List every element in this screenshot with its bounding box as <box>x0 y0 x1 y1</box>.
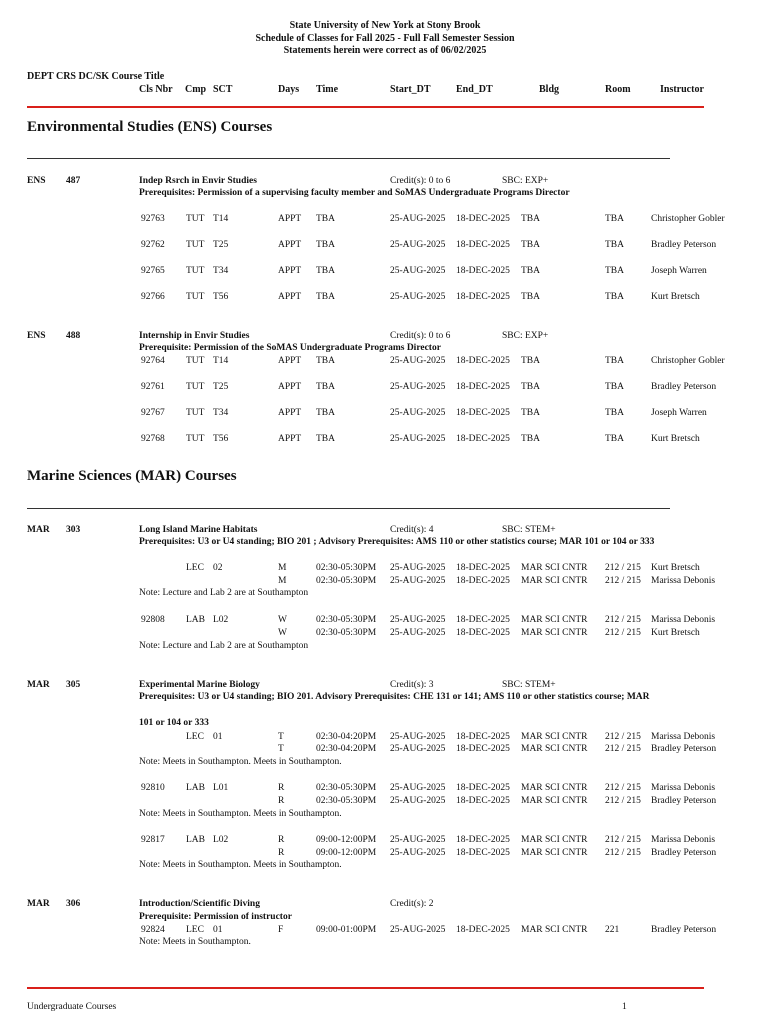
class-row-room: 212 / 215 <box>605 744 641 754</box>
class-row-time: 02:30-05:30PM <box>316 783 377 793</box>
class-row-bldg: MAR SCI CNTR <box>521 576 588 586</box>
class-row-bldg: MAR SCI CNTR <box>521 835 588 845</box>
class-row-end: 18-DEC-2025 <box>456 783 510 793</box>
class-row-end: 18-DEC-2025 <box>456 434 510 444</box>
class-row-time: TBA <box>316 382 335 392</box>
column-header-cmp: Cmp <box>185 84 207 95</box>
class-row-bldg: MAR SCI CNTR <box>521 615 588 625</box>
class-row-cmp: TUT <box>186 382 205 392</box>
column-header-start: Start_DT <box>390 84 431 95</box>
class-row-instr: Marissa Debonis <box>651 835 716 845</box>
class-row-bldg: MAR SCI CNTR <box>521 796 588 806</box>
class-row-time: 09:00-12:00PM <box>316 848 377 858</box>
course-credits: Credit(s): 0 to 6 <box>390 331 451 341</box>
class-row-days: APPT <box>278 382 302 392</box>
class-row-cmp: LAB <box>186 783 205 793</box>
course-dept: MAR <box>27 899 50 909</box>
class-row-time: TBA <box>316 434 335 444</box>
class-row-sct: T34 <box>213 408 229 418</box>
course-credits: Credit(s): 4 <box>390 525 434 535</box>
class-row-start: 25-AUG-2025 <box>390 783 446 793</box>
class-row-sct: 02 <box>213 563 223 573</box>
class-row-days: R <box>278 835 285 845</box>
class-row-nbr: 92808 <box>141 615 165 625</box>
class-row-room: TBA <box>605 266 624 276</box>
section-divider <box>27 158 670 159</box>
class-row-room: TBA <box>605 240 624 250</box>
section-title-ens: Environmental Studies (ENS) Courses <box>27 119 273 135</box>
class-row-nbr: 92824 <box>141 925 165 935</box>
class-row-cmp: LAB <box>186 835 205 845</box>
class-row-time: 02:30-05:30PM <box>316 615 377 625</box>
course-prereq: Prerequisite: Permission of the SoMAS Undergraduate Programs Director <box>139 343 441 353</box>
class-row-instr: Marissa Debonis <box>651 576 716 586</box>
class-row-instr: Bradley Peterson <box>651 848 717 858</box>
class-row-bldg: TBA <box>521 382 540 392</box>
course-title: Internship in Envir Studies <box>139 331 250 341</box>
class-row-bldg: TBA <box>521 266 540 276</box>
course-number: 306 <box>66 899 81 909</box>
class-row-room: 212 / 215 <box>605 783 641 793</box>
class-row-room: 212 / 215 <box>605 576 641 586</box>
class-row-start: 25-AUG-2025 <box>390 732 446 742</box>
class-row-start: 25-AUG-2025 <box>390 796 446 806</box>
class-row-end: 18-DEC-2025 <box>456 796 510 806</box>
class-row-cmp: TUT <box>186 356 205 366</box>
class-row-start: 25-AUG-2025 <box>390 848 446 858</box>
class-row-days: APPT <box>278 240 302 250</box>
section-divider <box>27 508 670 509</box>
class-row-room: TBA <box>605 292 624 302</box>
class-row-end: 18-DEC-2025 <box>456 563 510 573</box>
class-row-nbr: 92768 <box>141 434 165 444</box>
class-row-end: 18-DEC-2025 <box>456 744 510 754</box>
class-row-days: M <box>278 576 287 586</box>
class-row-sct: 01 <box>213 925 223 935</box>
class-row-bldg: TBA <box>521 292 540 302</box>
column-header-sct: SCT <box>213 84 233 95</box>
class-row-start: 25-AUG-2025 <box>390 628 446 638</box>
course-prereq: Prerequisite: Permission of instructor <box>139 912 292 922</box>
class-row-start: 25-AUG-2025 <box>390 292 446 302</box>
class-row-room: TBA <box>605 356 624 366</box>
class-row-days: APPT <box>278 266 302 276</box>
class-row-start: 25-AUG-2025 <box>390 615 446 625</box>
class-row-time: TBA <box>316 266 335 276</box>
course-number: 305 <box>66 680 81 690</box>
class-row-bldg: TBA <box>521 434 540 444</box>
class-row-instr: Bradley Peterson <box>651 796 717 806</box>
class-row-cmp: LEC <box>186 925 204 935</box>
class-row-room: TBA <box>605 408 624 418</box>
class-row-days: M <box>278 563 287 573</box>
class-row-bldg: MAR SCI CNTR <box>521 732 588 742</box>
class-row-instr: Kurt Bretsch <box>651 563 700 573</box>
course-note: Note: Meets in Southampton. <box>139 937 251 947</box>
footer-label: Undergraduate Courses <box>27 1002 117 1012</box>
class-row-nbr: 92766 <box>141 292 165 302</box>
class-row-instr: Christopher Gobler <box>651 356 725 366</box>
class-row-start: 25-AUG-2025 <box>390 925 446 935</box>
course-dept: ENS <box>27 176 46 186</box>
class-row-start: 25-AUG-2025 <box>390 434 446 444</box>
class-row-sct: T56 <box>213 434 229 444</box>
class-row-days: APPT <box>278 434 302 444</box>
course-credits: Credit(s): 2 <box>390 899 434 909</box>
class-row-days: T <box>278 732 284 742</box>
class-row-end: 18-DEC-2025 <box>456 628 510 638</box>
class-row-room: TBA <box>605 434 624 444</box>
class-row-end: 18-DEC-2025 <box>456 356 510 366</box>
class-row-start: 25-AUG-2025 <box>390 576 446 586</box>
class-row-time: 09:00-12:00PM <box>316 835 377 845</box>
class-row-room: 212 / 215 <box>605 796 641 806</box>
class-row-room: 212 / 215 <box>605 615 641 625</box>
class-row-days: APPT <box>278 292 302 302</box>
class-row-nbr: 92817 <box>141 835 165 845</box>
class-row-bldg: TBA <box>521 240 540 250</box>
class-row-end: 18-DEC-2025 <box>456 848 510 858</box>
class-row-bldg: TBA <box>521 356 540 366</box>
class-row-cmp: TUT <box>186 266 205 276</box>
footer-rule <box>27 987 704 989</box>
class-row-sct: L02 <box>213 835 229 845</box>
class-row-bldg: MAR SCI CNTR <box>521 563 588 573</box>
class-row-end: 18-DEC-2025 <box>456 266 510 276</box>
class-row-end: 18-DEC-2025 <box>456 292 510 302</box>
class-row-start: 25-AUG-2025 <box>390 744 446 754</box>
class-row-nbr: 92765 <box>141 266 165 276</box>
column-header-instructor: Instructor <box>660 84 704 95</box>
class-row-nbr: 92767 <box>141 408 165 418</box>
course-prereq-cont: 101 or 104 or 333 <box>139 718 209 728</box>
class-row-room: 212 / 215 <box>605 563 641 573</box>
class-row-start: 25-AUG-2025 <box>390 240 446 250</box>
class-row-cmp: TUT <box>186 408 205 418</box>
class-row-start: 25-AUG-2025 <box>390 408 446 418</box>
class-row-time: TBA <box>316 214 335 224</box>
course-sbc: SBC: EXP+ <box>502 331 549 341</box>
class-row-end: 18-DEC-2025 <box>456 615 510 625</box>
section-title-mar: Marine Sciences (MAR) Courses <box>27 468 237 484</box>
course-sbc: SBC: EXP+ <box>502 176 549 186</box>
class-row-time: TBA <box>316 292 335 302</box>
course-title: Experimental Marine Biology <box>139 680 260 690</box>
class-row-sct: T14 <box>213 356 229 366</box>
class-row-instr: Bradley Peterson <box>651 382 717 392</box>
class-row-instr: Kurt Bretsch <box>651 628 700 638</box>
class-row-instr: Bradley Peterson <box>651 744 717 754</box>
class-row-bldg: TBA <box>521 214 540 224</box>
course-note: Note: Meets in Southampton. Meets in Southampton. <box>139 757 342 767</box>
column-header-course: DEPT CRS DC/SK Course Title <box>27 71 165 82</box>
class-row-room: 212 / 215 <box>605 835 641 845</box>
class-row-sct: T14 <box>213 214 229 224</box>
class-row-sct: T25 <box>213 240 229 250</box>
class-row-time: 02:30-04:20PM <box>316 732 377 742</box>
course-credits: Credit(s): 0 to 6 <box>390 176 451 186</box>
course-note: Note: Meets in Southampton. Meets in Southampton. <box>139 860 342 870</box>
class-row-cmp: LEC <box>186 732 204 742</box>
class-row-nbr: 92763 <box>141 214 165 224</box>
course-sbc: SBC: STEM+ <box>502 680 556 690</box>
class-row-time: TBA <box>316 356 335 366</box>
course-number: 488 <box>66 331 81 341</box>
class-row-instr: Bradley Peterson <box>651 240 717 250</box>
class-row-cmp: TUT <box>186 292 205 302</box>
class-row-end: 18-DEC-2025 <box>456 925 510 935</box>
course-note: Note: Meets in Southampton. Meets in Southampton. <box>139 809 342 819</box>
class-row-sct: L01 <box>213 783 229 793</box>
class-row-end: 18-DEC-2025 <box>456 382 510 392</box>
class-row-cmp: LAB <box>186 615 205 625</box>
class-row-instr: Christopher Gobler <box>651 214 725 224</box>
page-number: 1 <box>622 1002 627 1012</box>
class-row-instr: Kurt Bretsch <box>651 434 700 444</box>
class-row-sct: T34 <box>213 266 229 276</box>
class-row-time: 02:30-04:20PM <box>316 744 377 754</box>
class-row-room: 221 <box>605 925 620 935</box>
class-row-bldg: MAR SCI CNTR <box>521 848 588 858</box>
class-row-room: TBA <box>605 214 624 224</box>
class-row-time: 02:30-05:30PM <box>316 576 377 586</box>
class-row-start: 25-AUG-2025 <box>390 214 446 224</box>
class-row-bldg: MAR SCI CNTR <box>521 744 588 754</box>
class-row-nbr: 92761 <box>141 382 165 392</box>
class-row-sct: T25 <box>213 382 229 392</box>
course-dept: MAR <box>27 525 50 535</box>
column-header-end: End_DT <box>456 84 493 95</box>
class-row-room: 212 / 215 <box>605 732 641 742</box>
class-row-days: W <box>278 628 287 638</box>
class-row-instr: Kurt Bretsch <box>651 292 700 302</box>
class-row-time: 09:00-01:00PM <box>316 925 377 935</box>
class-row-days: R <box>278 848 285 858</box>
course-number: 303 <box>66 525 81 535</box>
class-row-days: APPT <box>278 356 302 366</box>
course-title: Introduction/Scientific Diving <box>139 899 260 909</box>
course-prereq: Prerequisites: U3 or U4 standing; BIO 201 ; Advisory Prerequisites: AMS 110 or other statistics course; MAR 101 or 104 or 333 <box>139 537 655 547</box>
class-row-cmp: LEC <box>186 563 204 573</box>
course-dept: MAR <box>27 680 50 690</box>
course-note: Note: Lecture and Lab 2 are at Southampton <box>139 588 309 598</box>
report-title: State University of New York at Stony Brook <box>289 20 481 31</box>
class-row-days: F <box>278 925 284 935</box>
report-date-note: Statements herein were correct as of 06/02/2025 <box>283 45 487 56</box>
class-row-instr: Bradley Peterson <box>651 925 717 935</box>
class-row-cmp: TUT <box>186 214 205 224</box>
class-row-start: 25-AUG-2025 <box>390 835 446 845</box>
class-row-end: 18-DEC-2025 <box>456 240 510 250</box>
class-row-sct: T56 <box>213 292 229 302</box>
report-subtitle: Schedule of Classes for Fall 2025 - Full Fall Semester Session <box>255 33 515 44</box>
class-row-time: TBA <box>316 408 335 418</box>
class-row-nbr: 92764 <box>141 356 165 366</box>
class-row-start: 25-AUG-2025 <box>390 266 446 276</box>
class-row-time: 02:30-05:30PM <box>316 563 377 573</box>
class-row-sct: L02 <box>213 615 229 625</box>
class-row-time: 02:30-05:30PM <box>316 796 377 806</box>
class-row-instr: Marissa Debonis <box>651 615 716 625</box>
class-row-instr: Joseph Warren <box>651 266 707 276</box>
class-row-sct: 01 <box>213 732 223 742</box>
column-header-cls-nbr: Cls Nbr <box>139 84 173 95</box>
class-row-start: 25-AUG-2025 <box>390 356 446 366</box>
class-row-nbr: 92810 <box>141 783 165 793</box>
class-row-end: 18-DEC-2025 <box>456 408 510 418</box>
class-row-room: 212 / 215 <box>605 628 641 638</box>
class-row-days: R <box>278 796 285 806</box>
class-row-bldg: MAR SCI CNTR <box>521 628 588 638</box>
class-row-end: 18-DEC-2025 <box>456 214 510 224</box>
header-rule <box>27 106 704 108</box>
class-row-days: W <box>278 615 287 625</box>
class-row-days: APPT <box>278 214 302 224</box>
course-title: Long Island Marine Habitats <box>139 525 258 535</box>
class-row-cmp: TUT <box>186 240 205 250</box>
class-row-end: 18-DEC-2025 <box>456 732 510 742</box>
column-header-time: Time <box>316 84 339 95</box>
column-header-room: Room <box>605 84 631 95</box>
class-row-nbr: 92762 <box>141 240 165 250</box>
class-row-days: R <box>278 783 285 793</box>
class-row-days: T <box>278 744 284 754</box>
class-row-cmp: TUT <box>186 434 205 444</box>
class-row-instr: Joseph Warren <box>651 408 707 418</box>
course-prereq: Prerequisites: U3 or U4 standing; BIO 201. Advisory Prerequisites: CHE 131 or 141; AMS 110 or other statistics course; MAR <box>139 692 650 702</box>
course-note: Note: Lecture and Lab 2 are at Southampton <box>139 641 309 651</box>
class-row-room: 212 / 215 <box>605 848 641 858</box>
class-row-room: TBA <box>605 382 624 392</box>
course-title: Indep Rsrch in Envir Studies <box>139 176 257 186</box>
class-row-start: 25-AUG-2025 <box>390 382 446 392</box>
course-sbc: SBC: STEM+ <box>502 525 556 535</box>
class-row-bldg: MAR SCI CNTR <box>521 925 588 935</box>
class-row-end: 18-DEC-2025 <box>456 835 510 845</box>
class-row-bldg: MAR SCI CNTR <box>521 783 588 793</box>
course-dept: ENS <box>27 331 46 341</box>
class-row-instr: Marissa Debonis <box>651 783 716 793</box>
course-number: 487 <box>66 176 81 186</box>
course-credits: Credit(s): 3 <box>390 680 434 690</box>
course-prereq: Prerequisites: Permission of a supervising faculty member and SoMAS Undergraduate Programs Director <box>139 188 570 198</box>
class-row-time: TBA <box>316 240 335 250</box>
class-row-days: APPT <box>278 408 302 418</box>
class-row-time: 02:30-05:30PM <box>316 628 377 638</box>
class-row-instr: Marissa Debonis <box>651 732 716 742</box>
column-header-bldg: Bldg <box>539 84 560 95</box>
class-row-start: 25-AUG-2025 <box>390 563 446 573</box>
class-row-bldg: TBA <box>521 408 540 418</box>
column-header-days: Days <box>278 84 300 95</box>
class-row-end: 18-DEC-2025 <box>456 576 510 586</box>
